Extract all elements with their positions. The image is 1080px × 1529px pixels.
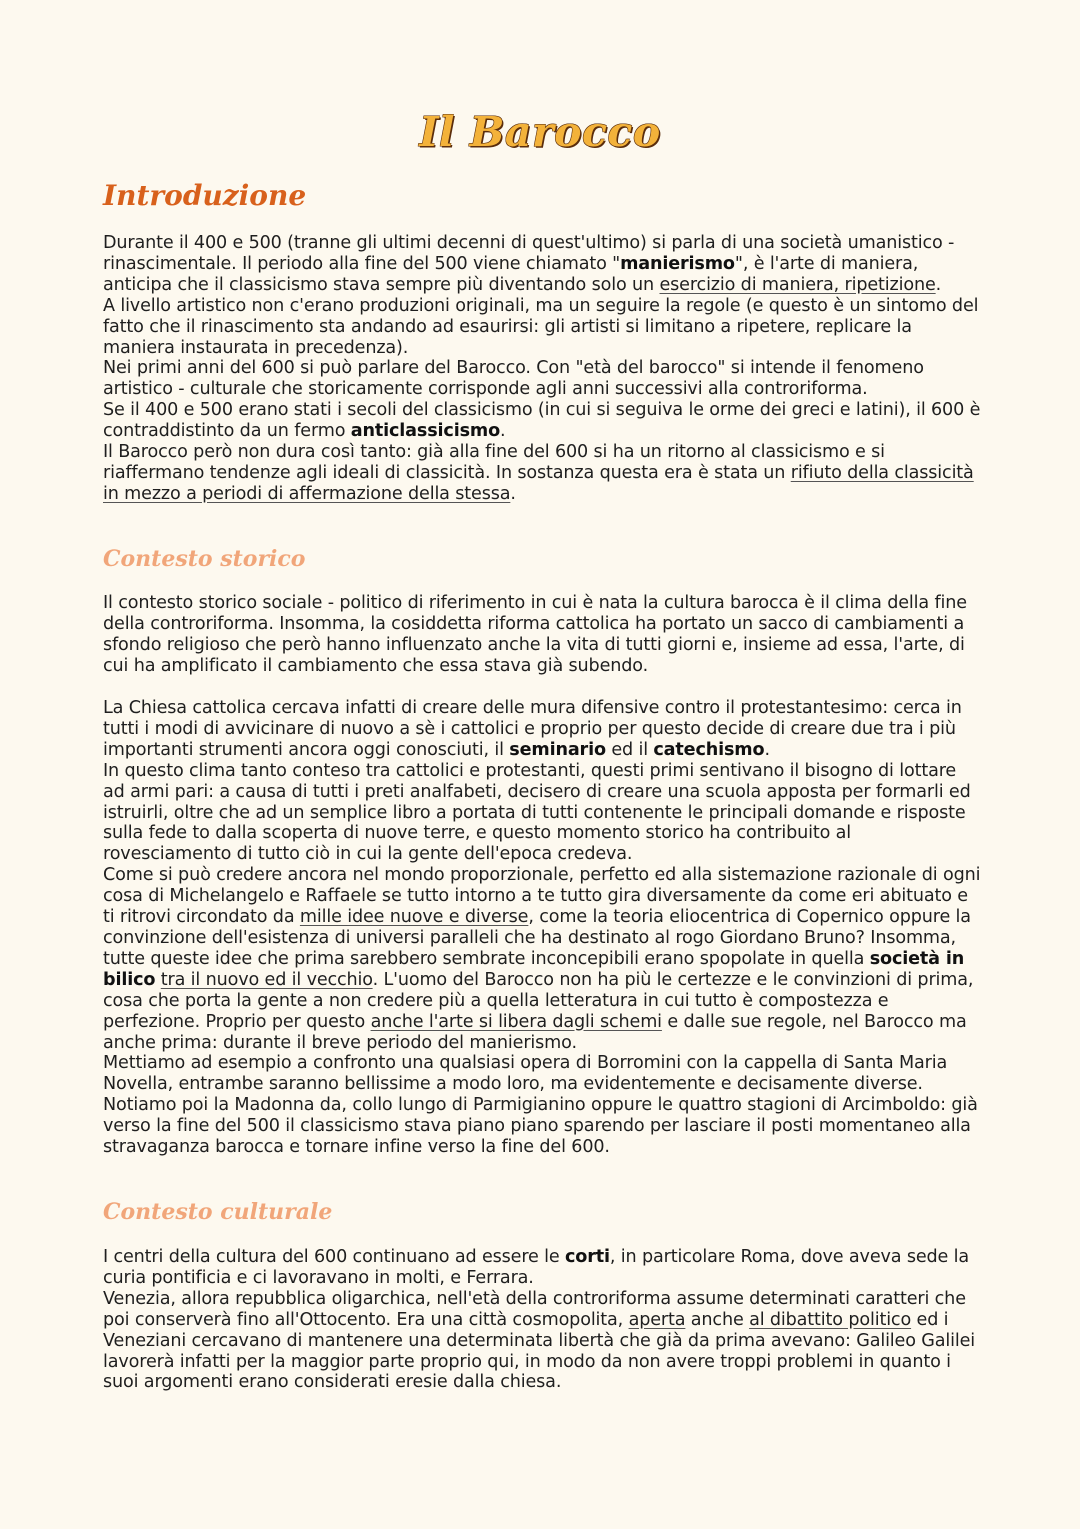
heading-contesto-storico: Contesto storico	[103, 546, 306, 572]
text-run: Durante il 400 e 500 (tranne gli ultimi decenni di quest'ultimo) si parla di una società umanistico - rinascimentale. Il periodo alla fine del 500 viene chiamato "	[103, 233, 955, 274]
underlined-phrase: esercizio di maniera, ripetizione	[659, 274, 936, 295]
underlined-phrase: rifiuto della classicità in mezzo a periodi di affermazione della stessa	[103, 462, 974, 504]
underlined-phrase: aperta	[628, 1309, 686, 1330]
paragraph: A livello artistico non c'erano produzioni originali, ma un seguire la regole (e questo è un sintomo del fatto che il rinascimento sta andando ad esaurirsi: gli artisti si limitano a ripetere, replicare la maniera instaurata in precedenza).	[103, 295, 979, 358]
paragraph	[103, 698, 983, 761]
document-title: Il Barocco	[419, 108, 661, 156]
underlined-phrase: al dibattito politico	[749, 1309, 912, 1330]
bold-term: anticlassicismo	[350, 421, 501, 442]
text-run: .	[764, 739, 770, 760]
section-contesto-storico-body	[103, 698, 983, 1158]
text-run: I centri della cultura del 600 continuano ad essere le	[103, 1247, 566, 1267]
paragraph	[103, 1247, 983, 1289]
text-run: Venezia, allora repubblica oligarchica, nell'età della controriforma assume determinati caratteri che poi conserverà fino all'Ottocento. Era una città cosmopolita,	[103, 1288, 966, 1330]
text-run: .	[935, 274, 942, 295]
underlined-phrase: anche l'arte si libera dagli schemi	[370, 1011, 662, 1032]
text-run: Il Barocco però non dura così tanto: già alla fine del 600 si ha un ritorno al classicismo e si riaffermano tendenze agli ideali di classicità. In sostanza questa era è stata un	[103, 442, 885, 483]
text-run: e dalle sue regole, nel Barocco ma anche prima: durante il breve periodo del manierismo.	[103, 1011, 967, 1053]
section-contesto-culturale-body	[103, 1247, 983, 1393]
bold-term: seminario	[509, 739, 606, 760]
paragraph	[103, 442, 983, 505]
underlined-phrase: mille idee nuove e diverse	[299, 907, 529, 928]
text-run: Come si può credere ancora nel mondo proporzionale, perfetto ed alla sistemazione razionale di ogni cosa di Michelangelo e Raffaele se tutto intorno a te tutto gira diversamente da come eri abituato e ti ritrovi circondato da	[103, 865, 981, 928]
paragraph: Mettiamo ad esempio a confronto una qualsiasi opera di Borromini con la cappella di Santa Maria Novella, entrambe saranno bellissime a modo loro, ma evidentemente e decisamente diverse. Notiamo poi la Madonna da, collo lungo di Parmigianino oppure le quattro stagioni di Arcimboldo: già verso la fine del 500 il classicismo stava piano piano sparendo per lasciare il posti momentaneo alla stravaganza barocca e tornare infine verso la fine del 600.	[103, 1053, 978, 1158]
text-run: ed il	[605, 739, 654, 760]
heading-contesto-culturale: Contesto culturale	[103, 1199, 333, 1225]
text-run: ", è l'arte di maniera, anticipa che il classicismo stava sempre più diventando solo un	[103, 253, 919, 295]
paragraph: Il contesto storico sociale - politico di riferimento in cui è nata la cultura barocca è il clima della fine della controriforma. Insomma, la cosiddetta riforma cattolica ha portato un sacco di cambiamenti a sfondo religioso che però hanno influenzato anche la vita di tutti giorni e, insieme ad essa, l'arte, di cui ha amplificato il cambiamento che essa stava già subendo.	[103, 593, 967, 676]
bold-term: società in bilico	[103, 948, 965, 990]
section-contesto-storico-intro	[103, 593, 983, 677]
underlined-phrase: tra il nuovo ed il vecchio	[160, 969, 373, 990]
text-run: .	[510, 483, 516, 504]
bold-term: manierismo	[620, 253, 735, 274]
paragraph	[103, 865, 983, 1053]
text-run: La Chiesa cattolica cercava infatti di creare delle mura difensive contro il protestantesimo: cerca in tutti i modi di avvicinare di nuovo a sè i cattolici e proprio per questo decide di creare due tra i più importanti strumenti ancora oggi conosciuti, il	[103, 698, 962, 760]
paragraph	[103, 400, 983, 442]
paragraph	[103, 1289, 983, 1394]
text-run: , in particolare Roma, dove aveva sede la curia pontificia e ci lavoravano in molti, e Ferrara.	[103, 1247, 970, 1288]
bold-term: catechismo	[653, 739, 765, 760]
text-run: ed i Veneziani cercavano di mantenere una determinata libertà che già da prima avevano: Galileo Galilei lavorerà infatti per la maggior parte proprio qui, in modo da non avere troppi problemi in quanto i suoi argomenti erano considerati eresie dalla chiesa.	[103, 1309, 976, 1393]
paragraph: Nei primi anni del 600 si può parlare del Barocco. Con "età del barocco" si intende il fenomeno artistico - culturale che storicamente corrisponde agli anni successivi alla controriforma.	[103, 358, 924, 400]
bold-term: corti	[565, 1247, 610, 1267]
text-run: .	[500, 421, 506, 442]
text-run: Se il 400 e 500 erano stati i secoli del classicismo (in cui si seguiva le orme dei greci e latini), il 600 è contraddistinto da un fermo	[103, 400, 981, 442]
paragraph	[103, 233, 983, 296]
section-introduzione-body	[103, 233, 983, 505]
text-run: . L'uomo del Barocco non ha più le certezze e le convinzioni di prima, cosa che porta la gente a non credere più a quella letteratura in cui tutto è compostezza e perfezione. Proprio per questo	[103, 969, 974, 1032]
paragraph: In questo clima tanto conteso tra cattolici e protestanti, questi primi sentivano il bisogno di lottare ad armi pari: a causa di tutti i preti analfabeti, decisero di creare una scuola apposta per formarli ed istruirli, oltre che ad un semplice libro a portata di tutti contenente le principali domande e risposte sulla fede to dalla scoperta di nuove terre, e questo momento storico ha contribuito al rovesciamento di tutto ciò in cui la gente dell'epoca credeva.	[103, 760, 971, 865]
text-run: , come la teoria eliocentrica di Copernico oppure la convinzione dell'esistenza di universi paralleli che ha destinato al rogo Giordano Bruno? Insomma, tutte queste idee che prima sarebbero sembrate inconcepibili erano spopolate in quella	[103, 907, 971, 969]
text-run: anche	[685, 1309, 750, 1330]
heading-introduzione: Introduzione	[103, 179, 307, 212]
